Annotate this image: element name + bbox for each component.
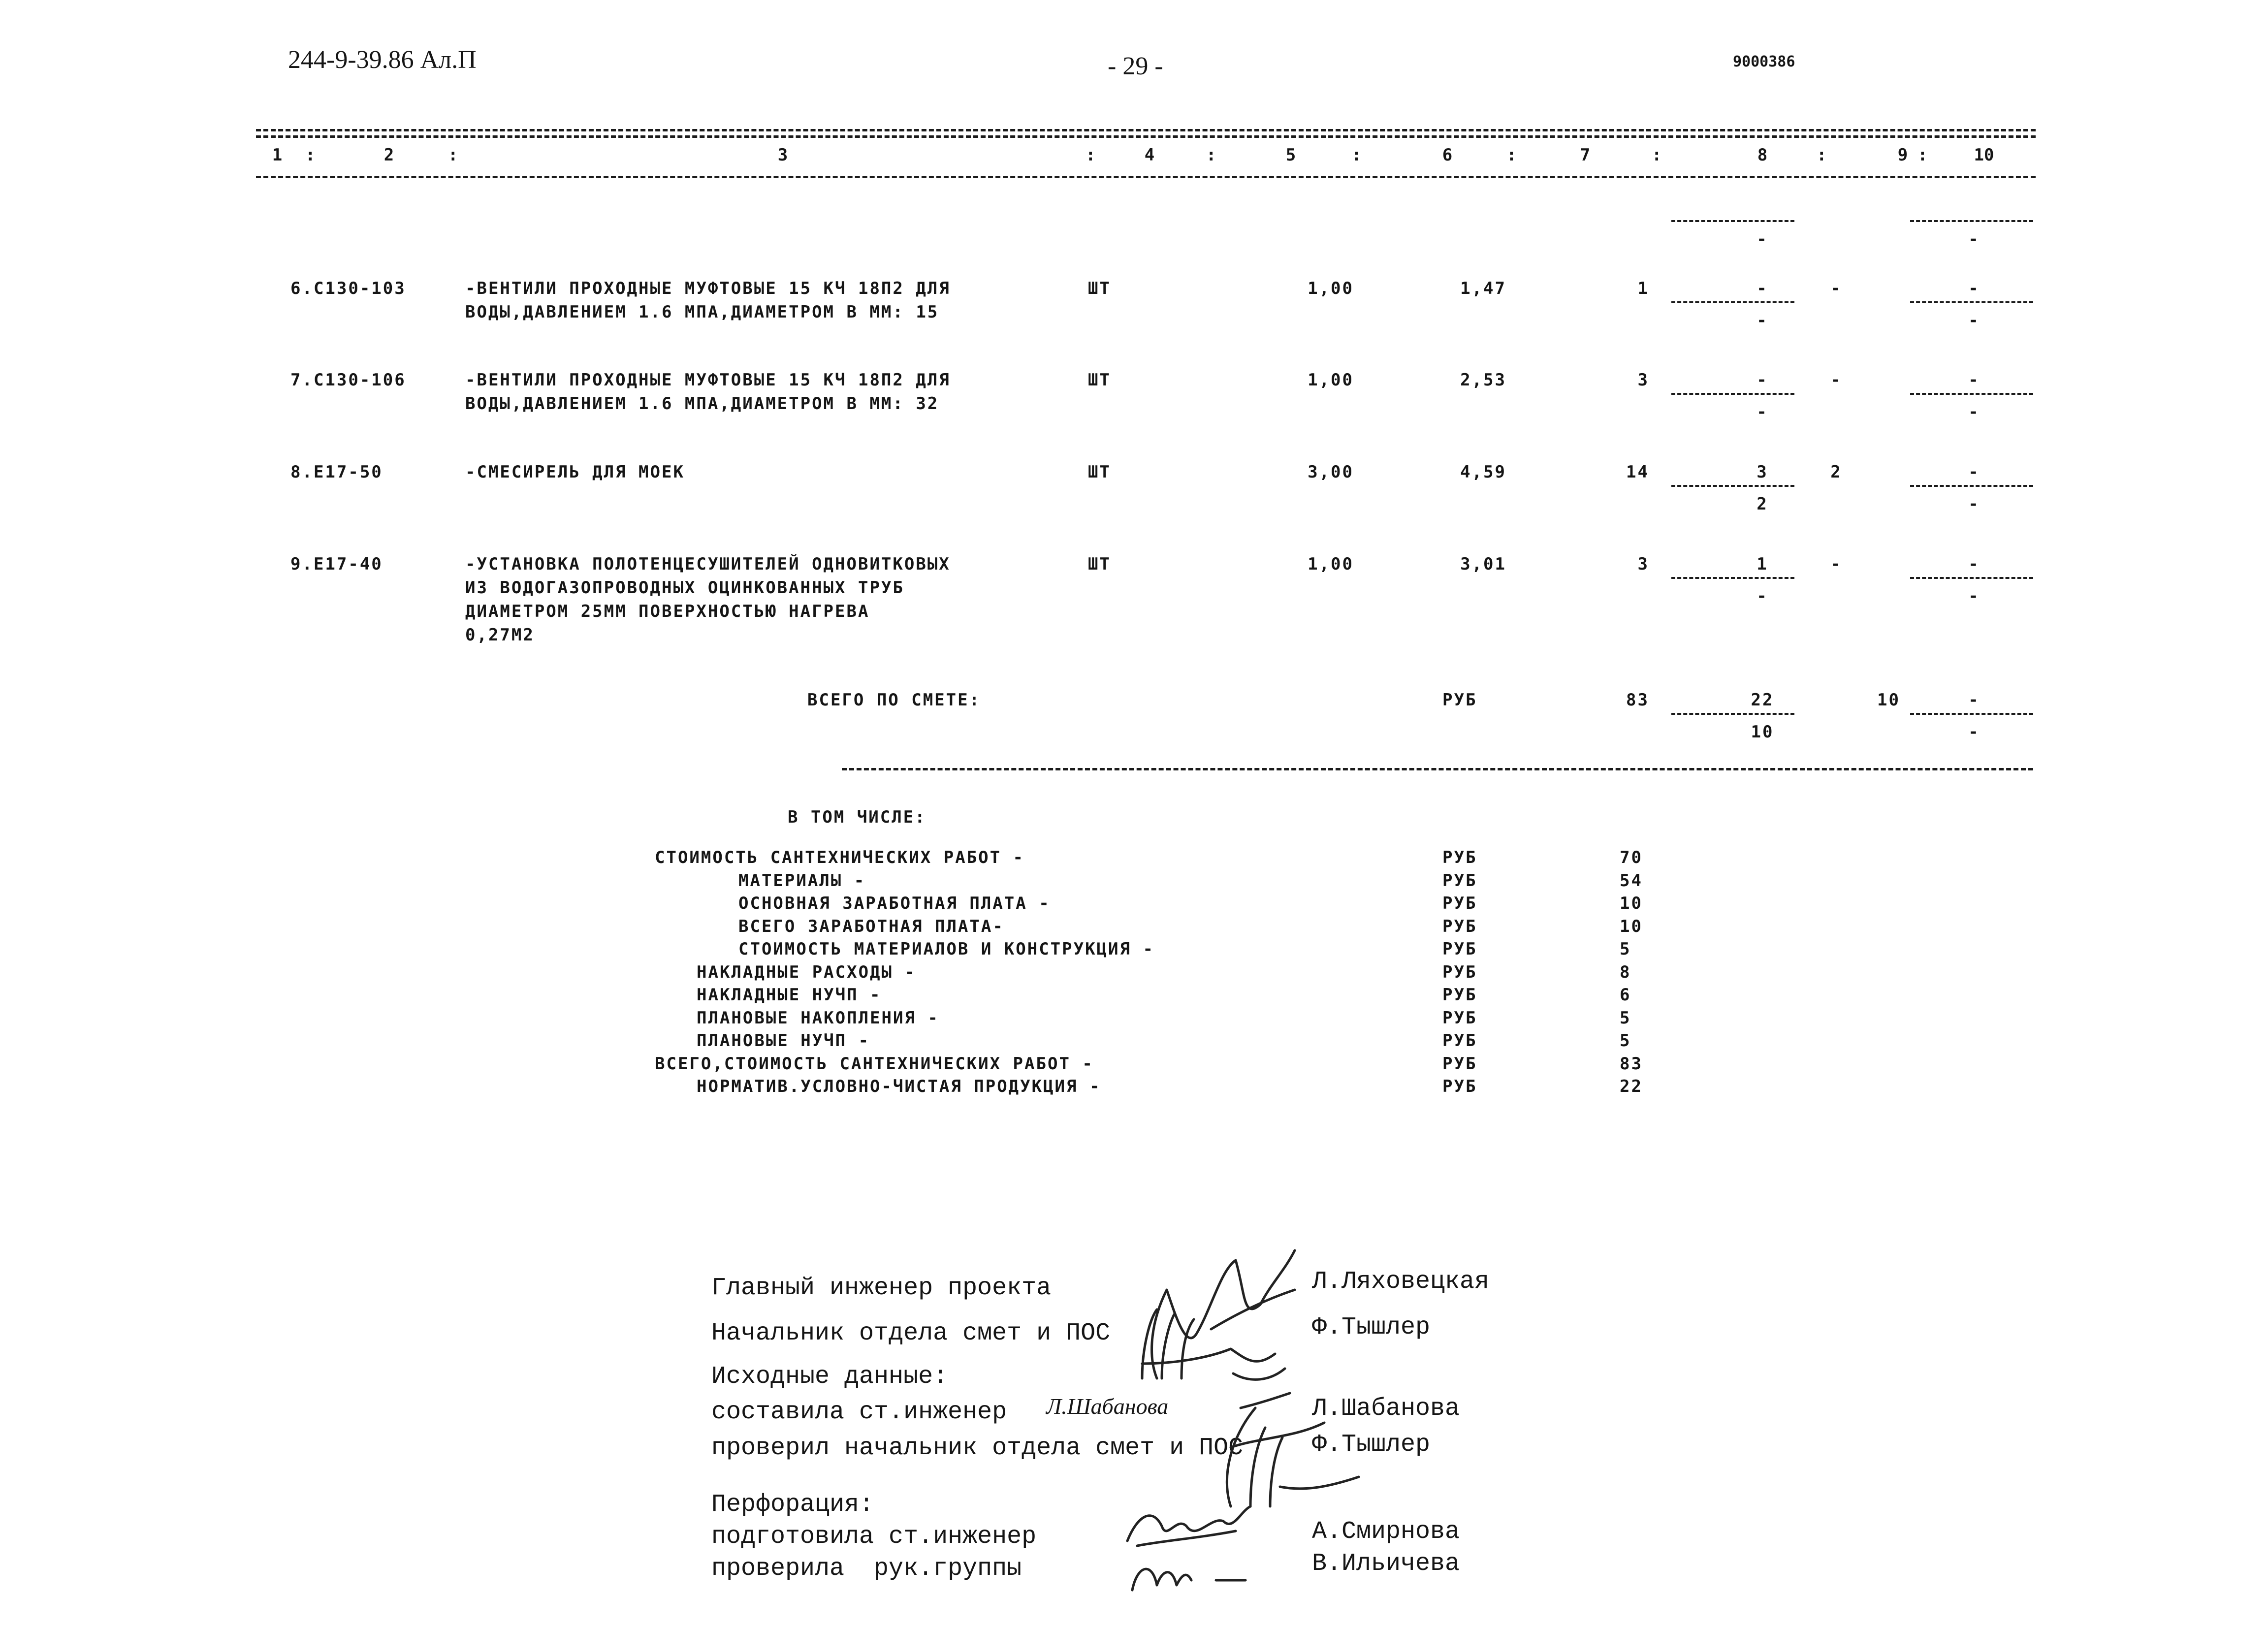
col10-top-value: - <box>1968 279 1980 298</box>
breakdown-label: ПЛАНОВЫЕ НАКОПЛЕНИЯ - <box>697 1008 939 1028</box>
row-description-line: ВОДЫ,ДАВЛЕНИЕМ 1.6 МПА,ДИАМЕТРОМ В ММ: 32 <box>465 394 939 414</box>
row-description-line: -СМЕСИРЕЛЬ ДЛЯ МОЕК <box>465 462 685 482</box>
column-separator: : <box>1086 145 1096 165</box>
breakdown-label: ОСНОВНАЯ ЗАРАБОТНАЯ ПЛАТА - <box>738 894 1051 913</box>
breakdown-value: 70 <box>1620 848 1643 867</box>
row-description-line: ВОДЫ,ДАВЛЕНИЕМ 1.6 МПА,ДИАМЕТРОМ В ММ: 15 <box>465 302 939 322</box>
dept-head-label: Начальник отдела смет и ПОС <box>711 1319 1111 1347</box>
prepared-label: подготовила ст.инженер <box>711 1523 1037 1551</box>
breakdown-value: 5 <box>1620 1008 1631 1028</box>
column-separator: : <box>1506 145 1517 165</box>
col10-bottom-value: - <box>1968 229 1980 249</box>
row-quantity: 1,00 <box>1308 279 1354 298</box>
breakdown-unit: РУБ <box>1442 1008 1477 1028</box>
dept-head-signature <box>1127 1290 1290 1388</box>
breakdown-title: В ТОМ ЧИСЛЕ: <box>788 807 926 827</box>
breakdown-label: СТОИМОСТЬ САНТЕХНИЧЕСКИХ РАБОТ - <box>655 848 1025 867</box>
col10-bottom-value: - <box>1968 722 1980 742</box>
column-number: 10 <box>1974 145 1994 165</box>
col8-bottom-value: - <box>1757 586 1768 606</box>
breakdown-label: ВСЕГО,СТОИМОСТЬ САНТЕХНИЧЕСКИХ РАБОТ - <box>655 1053 1094 1074</box>
col10-fraction-rule <box>1910 713 2033 715</box>
row-col9: - <box>1830 554 1842 574</box>
column-number: 2 <box>383 145 394 165</box>
header-rule-top-2 <box>256 135 2036 138</box>
checked-signature <box>1201 1388 1378 1511</box>
col10-fraction-rule <box>1910 301 2033 303</box>
breakdown-value: 54 <box>1620 870 1643 891</box>
col8-fraction-rule <box>1671 485 1794 487</box>
breakdown-unit: РУБ <box>1442 1077 1477 1096</box>
row-price: 2,53 <box>1460 370 1506 390</box>
row-number: 6.С130-103 <box>290 279 406 298</box>
breakdown-label: МАТЕРИАЛЫ - <box>738 870 866 891</box>
row-quantity: 3,00 <box>1308 462 1354 482</box>
column-separator: : <box>1351 145 1362 165</box>
row-number: 8.Е17-50 <box>290 462 383 482</box>
checked-name: Ф.Тышлер <box>1312 1431 1431 1459</box>
column-separator: : <box>1206 145 1216 165</box>
document-number: 9000386 <box>1733 53 1795 70</box>
breakdown-value: 5 <box>1620 1031 1631 1051</box>
header-rule-bottom <box>256 176 2036 178</box>
row-unit: ШТ <box>1088 370 1111 390</box>
compiled-handwritten-signature: Л.Шабанова <box>1046 1394 1169 1419</box>
column-separator: : <box>1652 145 1662 165</box>
row-number: 7.С130-106 <box>290 370 406 390</box>
total-col7: 83 <box>1626 690 1649 710</box>
column-number: 9 <box>1897 145 1908 165</box>
breakdown-unit: РУБ <box>1442 1031 1477 1051</box>
column-number: 6 <box>1442 145 1453 165</box>
col8-fraction-rule <box>1671 713 1794 715</box>
row-col7: 14 <box>1626 462 1649 482</box>
total-label: ВСЕГО ПО СМЕТЕ: <box>807 690 981 710</box>
row-description-line: 0,27М2 <box>465 625 535 645</box>
col8-bottom-value: 2 <box>1757 494 1768 514</box>
document-code: 244-9-39.86 Ал.П <box>288 46 477 74</box>
breakdown-unit: РУБ <box>1442 939 1477 959</box>
breakdown-value: 5 <box>1620 939 1631 959</box>
breakdown-unit: РУБ <box>1442 916 1477 936</box>
prepared-name: А.Смирнова <box>1312 1518 1460 1546</box>
row-quantity: 1,00 <box>1308 554 1354 574</box>
row-description-line: -ВЕНТИЛИ ПРОХОДНЫЕ МУФТОВЫЕ 15 КЧ 18П2 ДЛЯ <box>465 279 951 298</box>
source-data-label: Исходные данные: <box>711 1363 948 1391</box>
col8-bottom-value: - <box>1757 402 1768 422</box>
col10-top-value: - <box>1968 690 1980 710</box>
col8-bottom-value: - <box>1757 311 1768 330</box>
row-col7: 1 <box>1637 279 1649 298</box>
col8-bottom-value: 10 <box>1751 722 1774 742</box>
col10-bottom-value: - <box>1968 586 1980 606</box>
col8-top-value: 3 <box>1757 462 1768 482</box>
totals-rule <box>842 768 2033 770</box>
breakdown-unit: РУБ <box>1442 1053 1477 1074</box>
row-unit: ШТ <box>1088 554 1111 574</box>
breakdown-unit: РУБ <box>1442 848 1477 867</box>
page-number: - 29 - <box>1108 52 1163 80</box>
compiled-label: составила ст.инженер <box>711 1398 1007 1426</box>
row-col9: - <box>1830 279 1842 298</box>
dept-head-name: Ф.Тышлер <box>1312 1313 1431 1341</box>
header-rule-top <box>256 129 2036 131</box>
row-description-line: -ВЕНТИЛИ ПРОХОДНЫЕ МУФТОВЫЕ 15 КЧ 18П2 ДЛЯ <box>465 370 951 390</box>
row-description-line: ДИАМЕТРОМ 25ММ ПОВЕРХНОСТЬЮ НАГРЕВА <box>465 602 870 621</box>
col10-fraction-rule <box>1910 393 2033 395</box>
breakdown-value: 10 <box>1620 916 1643 936</box>
breakdown-unit: РУБ <box>1442 962 1477 982</box>
row-price: 3,01 <box>1460 554 1506 574</box>
row-col9: - <box>1830 370 1842 390</box>
column-number: 8 <box>1757 145 1768 165</box>
column-separator: : <box>1917 145 1928 165</box>
breakdown-label: НАКЛАДНЫЕ РАСХОДЫ - <box>697 962 916 982</box>
col8-top-value: 22 <box>1751 690 1774 710</box>
breakdown-unit: РУБ <box>1442 985 1477 1005</box>
col10-top-value: - <box>1968 554 1980 574</box>
row-quantity: 1,00 <box>1308 370 1354 390</box>
breakdown-label: ПЛАНОВЫЕ НУЧП - <box>697 1031 870 1051</box>
total-col9: 10 <box>1877 690 1900 710</box>
row-description-line: -УСТАНОВКА ПОЛОТЕНЦЕСУШИТЕЛЕЙ ОДНОВИТКОВЫХ <box>465 554 951 574</box>
perforation-label: Перфорация: <box>711 1491 874 1519</box>
col8-bottom-value: - <box>1757 229 1768 249</box>
breakdown-value: 6 <box>1620 985 1631 1005</box>
breakdown-label: НОРМАТИВ.УСЛОВНО-ЧИСТАЯ ПРОДУКЦИЯ - <box>697 1077 1101 1096</box>
total-unit: РУБ <box>1442 690 1477 710</box>
checked-label: проверил начальник отдела смет и ПОС <box>711 1434 1244 1462</box>
row-description-line: ИЗ ВОДОГАЗОПРОВОДНЫХ ОЦИНКОВАННЫХ ТРУБ <box>465 578 904 598</box>
breakdown-value: 22 <box>1620 1077 1643 1096</box>
column-number: 5 <box>1285 145 1296 165</box>
chief-engineer-label: Главный инженер проекта <box>711 1274 1052 1302</box>
col8-top-value: - <box>1757 370 1768 390</box>
breakdown-value: 8 <box>1620 962 1631 982</box>
breakdown-unit: РУБ <box>1442 894 1477 913</box>
column-separator: : <box>1817 145 1827 165</box>
row-unit: ШТ <box>1088 462 1111 482</box>
reviewed-signature <box>1122 1546 1260 1605</box>
row-unit: ШТ <box>1088 279 1111 298</box>
row-price: 1,47 <box>1460 279 1506 298</box>
column-number: 4 <box>1144 145 1155 165</box>
reviewed-label: проверила рук.группы <box>711 1555 1022 1583</box>
col10-fraction-rule <box>1910 577 2033 579</box>
row-col7: 3 <box>1637 370 1649 390</box>
column-number: 1 <box>272 145 283 165</box>
column-separator: : <box>448 145 458 165</box>
col8-fraction-rule <box>1671 301 1794 303</box>
breakdown-value: 10 <box>1620 894 1643 913</box>
col10-fraction-rule <box>1910 220 2033 222</box>
breakdown-label: НАКЛАДНЫЕ НУЧП - <box>697 985 882 1005</box>
col8-top-value: 1 <box>1757 554 1768 574</box>
column-number: 3 <box>777 145 788 165</box>
col10-top-value: - <box>1968 370 1980 390</box>
breakdown-label: СТОИМОСТЬ МАТЕРИАЛОВ И КОНСТРУКЦИЯ - <box>738 939 1154 959</box>
breakdown-unit: РУБ <box>1442 870 1477 891</box>
col8-fraction-rule <box>1671 577 1794 579</box>
chief-engineer-name: Л.Ляховецкая <box>1312 1268 1490 1296</box>
breakdown-value: 83 <box>1620 1053 1643 1074</box>
row-col7: 3 <box>1637 554 1649 574</box>
col8-top-value: - <box>1757 279 1768 298</box>
column-separator: : <box>305 145 316 165</box>
col8-fraction-rule <box>1671 220 1794 222</box>
compiled-name: Л.Шабанова <box>1312 1395 1460 1423</box>
row-number: 9.Е17-40 <box>290 554 383 574</box>
breakdown-label: ВСЕГО ЗАРАБОТНАЯ ПЛАТА- <box>738 916 1004 936</box>
column-number: 7 <box>1580 145 1591 165</box>
col10-bottom-value: - <box>1968 402 1980 422</box>
row-col9: 2 <box>1830 462 1842 482</box>
row-price: 4,59 <box>1460 462 1506 482</box>
col8-fraction-rule <box>1671 393 1794 395</box>
col10-top-value: - <box>1968 462 1980 482</box>
col10-bottom-value: - <box>1968 311 1980 330</box>
reviewed-name: В.Ильичева <box>1312 1550 1460 1578</box>
col10-fraction-rule <box>1910 485 2033 487</box>
col10-bottom-value: - <box>1968 494 1980 514</box>
